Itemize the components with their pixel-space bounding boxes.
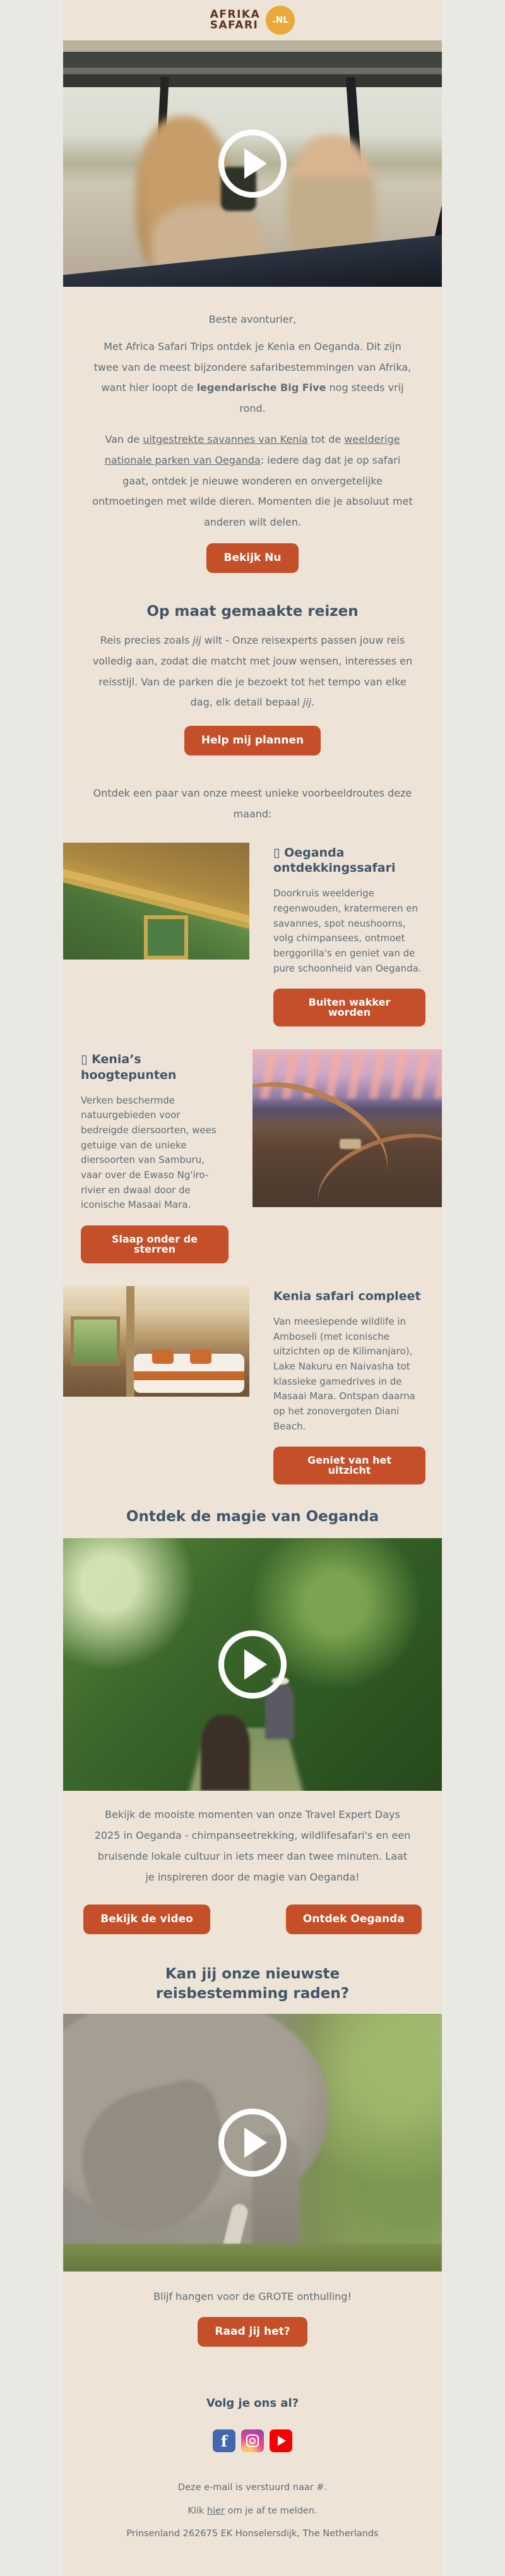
emoji-placeholder: ▯ [81,1052,92,1067]
jij-italic-2: jij [302,696,312,709]
guess-note: Blijf hangen voor de GROTE onthulling! [153,2290,352,2302]
tailor-title: Op maat gemaakte reizen [146,603,359,620]
hero-video-thumbnail[interactable] [63,40,442,287]
kenya-savannes-link[interactable]: uitgestrekte savannes van Kenia [143,433,308,445]
pillow-art [190,1350,211,1364]
intro-p2-mid: tot de [307,433,345,445]
card-title-kenya-complete [273,1289,425,1304]
card-body-kenya-complete: Van meeslepende wildlife in Amboseli (met iconische uitzichten op de Kilimanjaro), Lake Nakuru en Naivasha tot klassieke gamedrives in de Masaai Mara. Ontspan daarna op het zonovergoten Diani Beach. [273,1315,415,1432]
email-body [63,0,442,2576]
play-button-icon[interactable] [218,1630,287,1699]
greeting: Beste avonturier, [208,313,297,325]
sleep-under-stars-button[interactable]: Slaap onder de sterren [81,1225,229,1263]
card-title-text: Kenia safari compleet [273,1289,421,1304]
tailor-p-text: Reis precies zoals [100,634,193,647]
youtube-play-glyph [278,2436,286,2446]
footer [63,2464,442,2576]
magic-buttons [63,1891,442,1961]
footer-unsub-post: om je af te melden. [225,2505,318,2516]
logo-nl-badge-icon: .NL [266,6,295,35]
intro-p2-text: Van de [105,433,143,445]
card-text-uganda [249,843,442,1027]
magic-paragraph: Bekijk de mooiste momenten van onze Travel Expert Days 2025 in Oeganda - chimpanseetrekking, wildlifesafari's en een bruisende lokale cultuur in iets meer dan twee minuten. Laat je inspireren door de magie van Oeganda! [94,1809,411,1883]
footer-unsub-pre: Klik [187,2505,207,2516]
uganda-video-thumbnail[interactable] [63,1538,442,1791]
camp-art [340,1139,361,1149]
tailor-made-section [63,596,442,779]
jij-italic-1: jij [193,634,201,647]
follow-section [63,2376,442,2464]
intro-paragraph-1 [92,337,413,419]
card-title-kenya-highlights [81,1052,229,1083]
route-card-kenya-complete [63,1286,442,1484]
uganda-lodge-image[interactable] [63,843,249,960]
intro-p1-tail: nog steeds vrij rond. [239,382,404,415]
play-button-icon[interactable] [218,129,287,198]
card-title-text: Oeganda ontdekkingssafari [273,845,396,876]
route-card-uganda [63,843,442,1027]
enjoy-the-view-button[interactable]: Geniet van het uitzicht [273,1447,425,1484]
tent-window-art [71,1316,120,1366]
kenya-sunset-aerial-image[interactable] [252,1049,442,1207]
guess-title: Kan jij onze nieuwste reisbestemming raden? [155,1965,350,2002]
card-body-uganda: Doorkruis weelderige regenwouden, kratermeren en savannes, spot neushoorns, volg chimpansees, ontmoet berggorilla's en geniet van de pure schoonheid van Oeganda. [273,888,422,974]
tailor-paragraph [92,630,413,713]
logo-line2: SAFARI [210,19,259,32]
help-me-plan-button[interactable]: Help mij plannen [184,726,321,755]
intro-paragraph-2 [92,430,413,533]
uganda-parks-link[interactable]: weelderige nationale parken van Oeganda [104,433,400,466]
watch-video-button[interactable]: Bekijk de video [83,1905,210,1934]
safari-tent-bedroom-image[interactable] [63,1286,249,1397]
brand-logo[interactable] [210,9,261,32]
logo-line1: AFRIKA [210,8,261,21]
card-title-uganda [273,845,425,876]
lodge-door-art [144,915,188,960]
card-text-kenya-complete [249,1286,442,1484]
wake-up-outside-button[interactable]: Buiten wakker worden [273,989,425,1026]
instagram-camera-glyph [246,2435,259,2447]
follow-title: Volg je ons al? [206,2397,299,2410]
facebook-icon[interactable]: f [213,2429,235,2452]
watch-now-button[interactable]: Bekijk Nu [206,543,298,573]
route-card-kenya-highlights [63,1049,442,1263]
play-button-icon[interactable] [218,2109,287,2177]
intro-section [63,287,442,596]
card-text-kenya-highlights [63,1049,252,1263]
header [63,0,442,40]
pillow-art [152,1350,174,1364]
footer-unsubscribe-line [88,2504,417,2519]
intro-p1-text: Met Africa Safari Trips ontdek je Kenia en Oeganda. Dit zijn twee van de meest bijzondere safaribestemmingen van Afrika, want hier loopt de [93,340,412,394]
emoji-placeholder: ▯ [273,845,285,860]
social-icons [63,2429,442,2452]
grass-art [63,2244,442,2272]
footer-address: Prinsenland 262675 EK Honselersdijk, The Netherlands [126,2528,379,2539]
hiker-figure-art [201,1715,250,1791]
footer-sent-to: Deze e-mail is verstuurd naar #. [177,2483,328,2493]
card-title-text: Kenia’s hoogtepunten [81,1052,177,1082]
discover-uganda-button[interactable]: Ontdek Oeganda [286,1905,422,1934]
big-five-bold: legendarische Big Five [196,382,326,394]
tailor-p-mid: wilt - Onze reisexperts passen jouw reis volledig aan, zodat die matcht met jouw wensen, interesses en reisstijl. Van de parken die je bezoekt tot het tempo van elke dag, elk detail bepaal [92,634,413,709]
jeep-roof-art [63,40,442,87]
bed-runner-art [134,1371,244,1380]
instagram-icon[interactable] [241,2429,264,2452]
elephant-video-thumbnail[interactable] [63,2014,442,2272]
intro-p2-tail: : iedere dag dat je op safari gaat, ontdek je nieuwe wonderen en onvergetelijke ontmoetingen met wilde dieren. Momenten die je absoluut met anderen wilt delen. [92,454,413,529]
tailor-p-tail: . [311,696,315,709]
card-body-kenya-highlights: Verken beschermde natuurgebieden voor bedreigde diersoorten, wees getuige van de unieke diersoorten van Samburu, vaar over de Ewaso Ng'iro-rivier en dwaal door de iconische Masaai Mara. [81,1094,217,1211]
youtube-icon[interactable] [270,2429,292,2452]
guess-it-button[interactable]: Raad jij het? [198,2317,307,2347]
magic-title: Ontdek de magie van Oeganda [126,1508,379,1526]
routes-intro: Ontdek een paar van onze meest unieke voorbeeldroutes deze maand: [93,787,412,820]
unsubscribe-link[interactable]: hier [206,2505,225,2516]
